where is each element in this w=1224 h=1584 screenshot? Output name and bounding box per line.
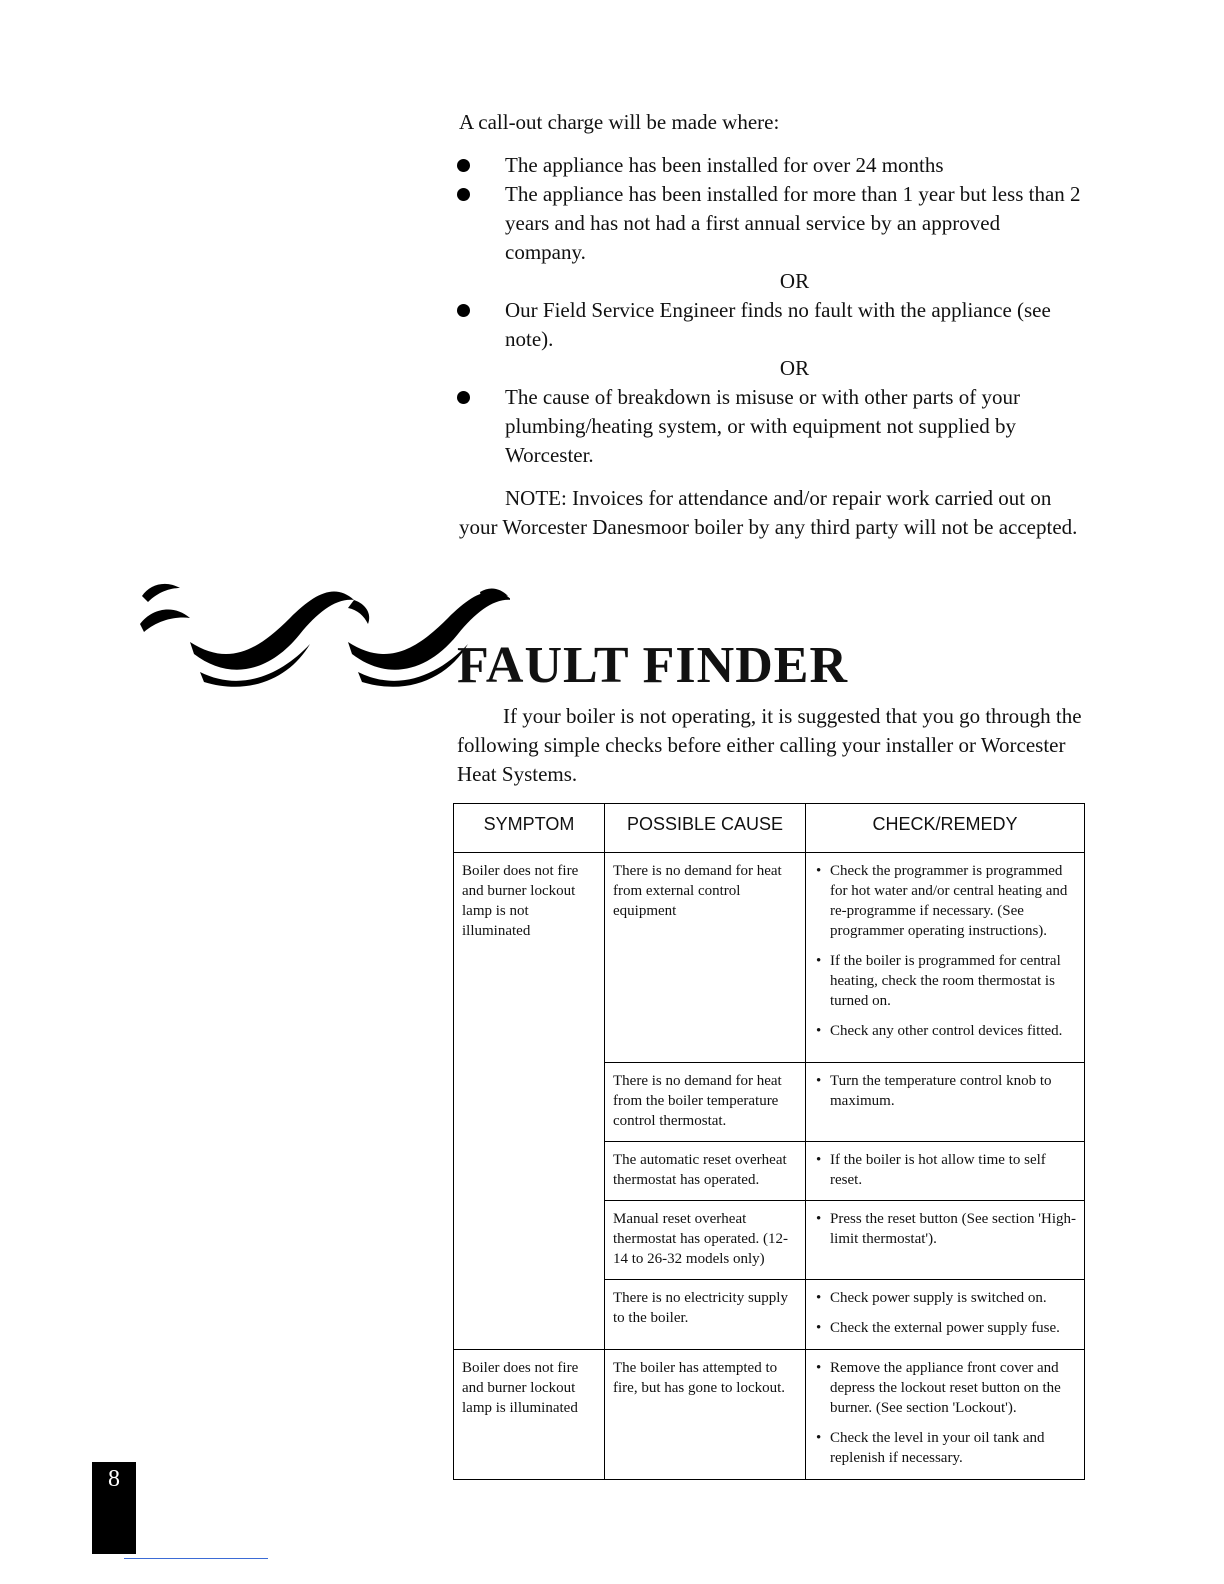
symptom-cell: Boiler does not fire and burner lockout lamp is illuminated (454, 1350, 605, 1480)
remedy-item: • Check the level in your oil tank and replenish if necessary. (814, 1428, 1078, 1468)
callout-list (459, 151, 1084, 470)
symptom-cell: Boiler does not fire and burner lockout lamp is not illuminated (454, 853, 605, 1063)
table-row (454, 1142, 1085, 1201)
symptom-cell (454, 1063, 605, 1142)
or-separator: OR (779, 269, 810, 293)
cause-cell: The boiler has attempted to fire, but has gone to lockout. (605, 1350, 806, 1480)
cause-cell: There is no demand for heat from the boiler temperature control thermostat. (605, 1063, 806, 1142)
callout-lead: A call-out charge will be made where: (459, 110, 780, 134)
list-item: The appliance has been installed for over 24 months (459, 151, 1084, 180)
table-row (454, 1063, 1085, 1142)
cause-cell: There is no demand for heat from external control equipment (605, 853, 806, 1063)
remedy-item: • Turn the temperature control knob to maximum. (814, 1071, 1078, 1111)
fault-finder-intro: If your boiler is not operating, it is suggested that you go through the following simple checks before either calling your installer or Worcester Heat Systems. (457, 704, 1082, 786)
list-item: The appliance has been installed for more than 1 year but less than 2 years and has not had a first annual service by an approved company. (459, 180, 1084, 267)
wave-logo-icon (140, 578, 510, 698)
symptom-cell (454, 1201, 605, 1280)
note-paragraph: NOTE: Invoices for attendance and/or repair work carried out on your Worcester Danesmoor boiler by any third party will not be accepted. (459, 486, 1078, 539)
table-row (454, 853, 1085, 1063)
page-number: 8 (92, 1462, 136, 1554)
remedy-item: • If the boiler is hot allow time to self reset. (814, 1150, 1078, 1190)
remedy-item: • Remove the appliance front cover and depress the lockout reset button on the burner. (See section 'Lockout'). (814, 1358, 1078, 1418)
cause-cell: Manual reset overheat thermostat has operated. (12-14 to 26-32 models only) (605, 1201, 806, 1280)
remedy-item: • Check any other control devices fitted. (814, 1021, 1078, 1041)
footer-rule (124, 1558, 268, 1559)
remedy-cell (806, 1201, 1085, 1280)
cause-cell: There is no electricity supply to the boiler. (605, 1280, 806, 1350)
remedy-cell (806, 1063, 1085, 1142)
list-item: The cause of breakdown is misuse or with other parts of your plumbing/heating system, or with equipment not supplied by Worcester. (459, 383, 1084, 470)
remedy-item: • Check power supply is switched on. (814, 1288, 1078, 1308)
remedy-cell (806, 1350, 1085, 1480)
table-row (454, 1350, 1085, 1480)
bullet-icon (457, 159, 470, 172)
symptom-cell (454, 1280, 605, 1350)
table-row (454, 1201, 1085, 1280)
remedy-cell (806, 1142, 1085, 1201)
table-header-row (454, 804, 1085, 853)
bullet-icon (457, 188, 470, 201)
column-header: CHECK/REMEDY (806, 804, 1085, 853)
or-separator: OR (779, 356, 810, 380)
remedy-cell (806, 853, 1085, 1063)
remedy-item: • If the boiler is programmed for central heating, check the room thermostat is turned on. (814, 951, 1078, 1011)
page-title: FAULT FINDER (457, 637, 849, 694)
bullet-icon (457, 304, 470, 317)
callout-section (459, 108, 1084, 542)
symptom-cell (454, 1142, 605, 1201)
fault-finder-table (453, 803, 1085, 1480)
remedy-item: • Press the reset button (See section 'High-limit thermostat'). (814, 1209, 1078, 1249)
remedy-item: • Check the programmer is programmed for hot water and/or central heating and re-programme if necessary. (See programmer operating instructions). (814, 861, 1078, 941)
remedy-item: • Check the external power supply fuse. (814, 1318, 1078, 1338)
list-item: Our Field Service Engineer finds no fault with the appliance (see note). (459, 296, 1084, 354)
remedy-cell (806, 1280, 1085, 1350)
cause-cell: The automatic reset overheat thermostat has operated. (605, 1142, 806, 1201)
bullet-icon (457, 391, 470, 404)
column-header: SYMPTOM (454, 804, 605, 853)
column-header: POSSIBLE CAUSE (605, 804, 806, 853)
table-row (454, 1280, 1085, 1350)
